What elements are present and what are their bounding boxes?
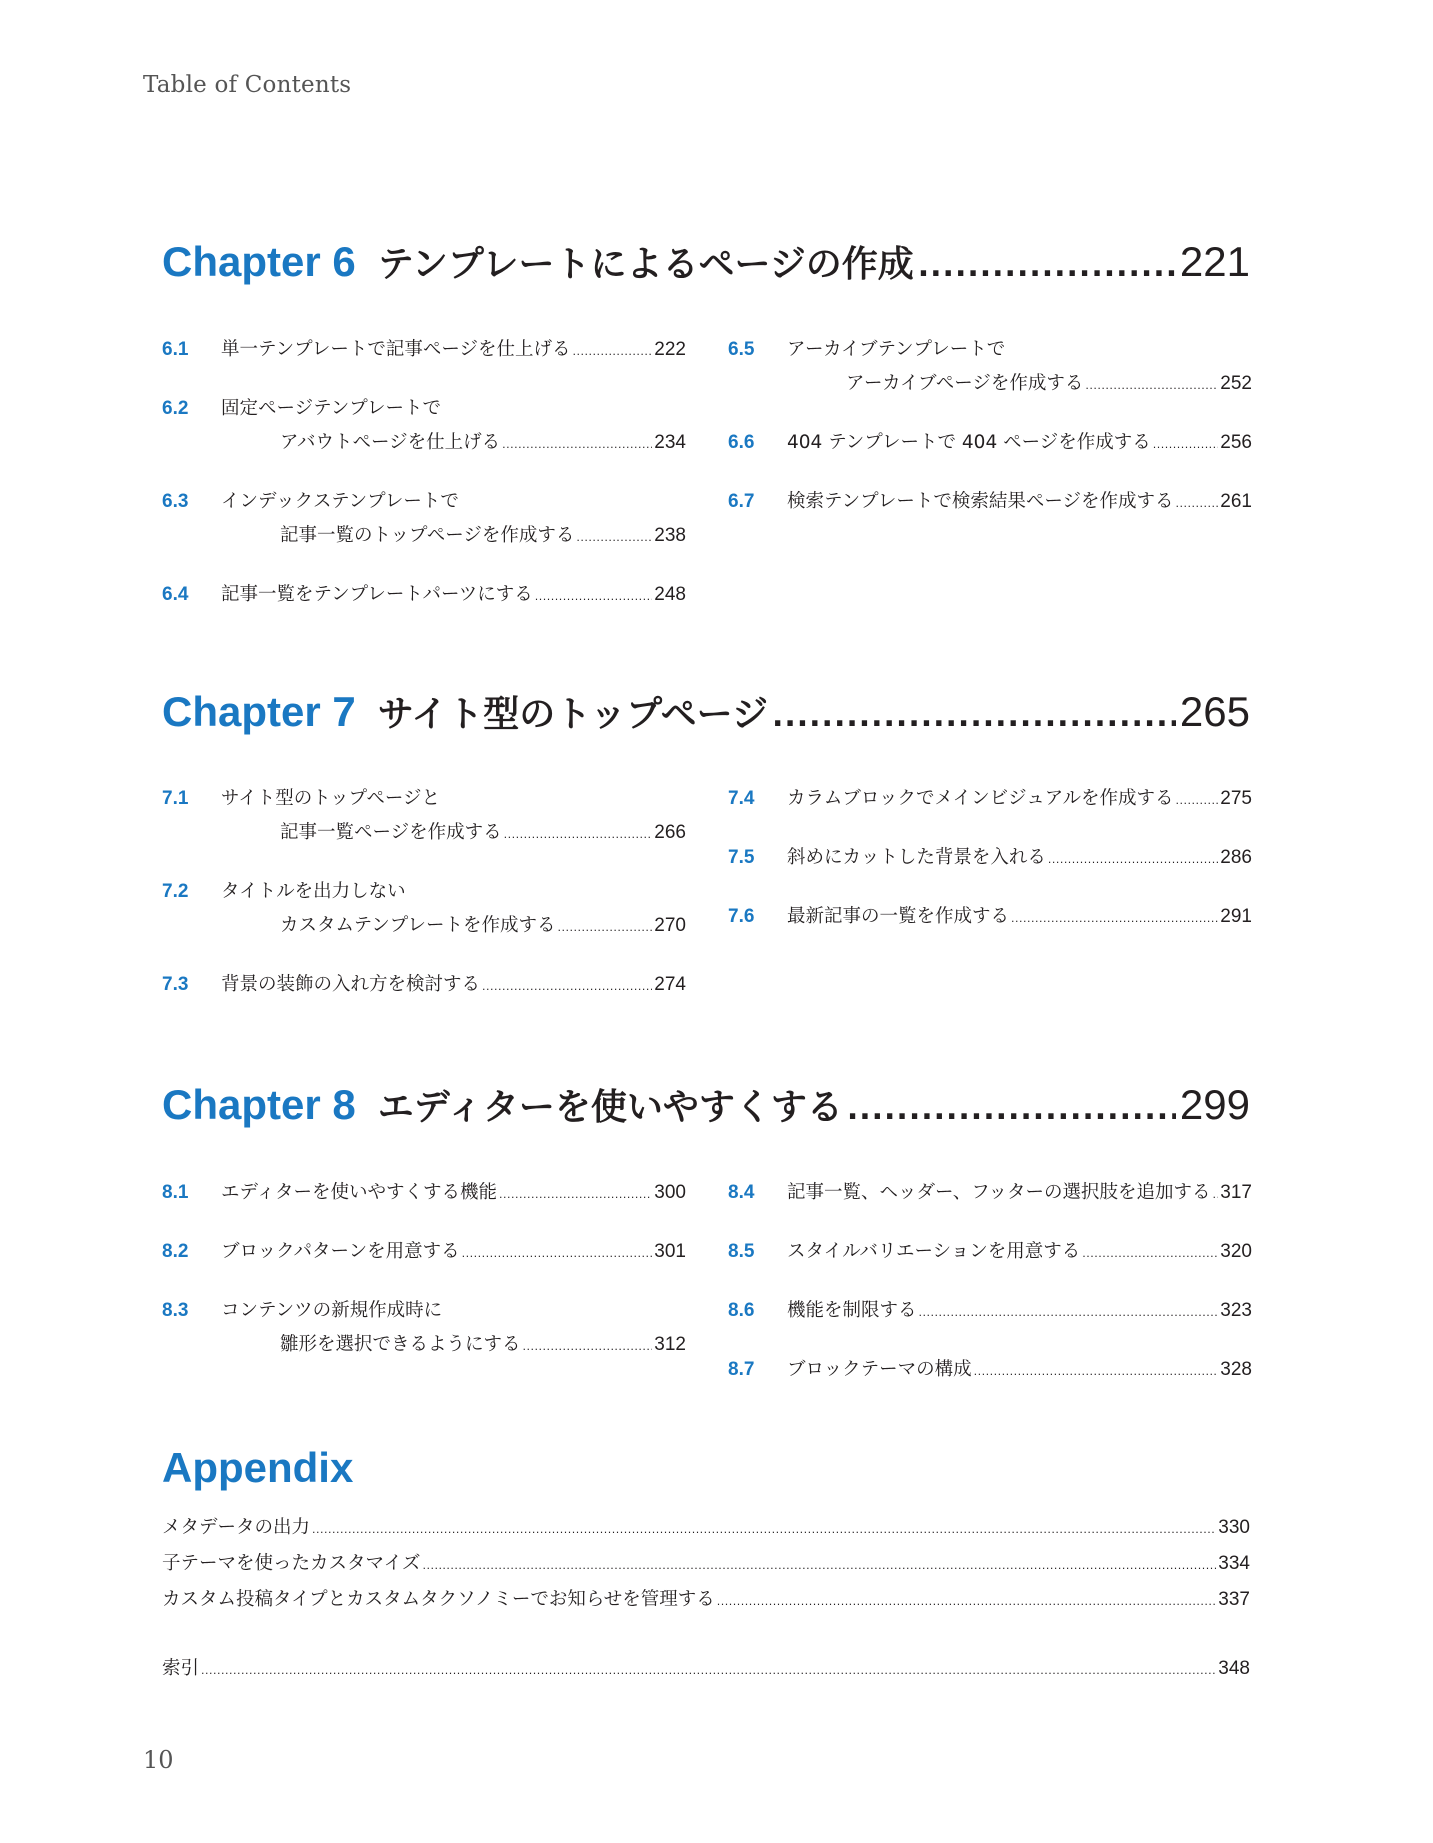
section-entry[interactable] xyxy=(728,426,1252,462)
section-page: 248 xyxy=(654,584,686,605)
chapter-8-right-column xyxy=(728,1176,1252,1412)
section-number: 6.5 xyxy=(728,339,755,360)
section-number: 7.2 xyxy=(162,881,189,902)
leader-dots xyxy=(847,1092,1176,1127)
section-title: カラムブロックでメインビジュアルを作成する xyxy=(787,788,1174,809)
chapter-6-right-column xyxy=(728,333,1252,544)
section-title: 404 テンプレートで 404 ページを作成する xyxy=(787,432,1151,453)
appendix-list xyxy=(162,1511,1250,1688)
leader-dots xyxy=(974,1355,1219,1389)
leader-dots xyxy=(1048,843,1218,877)
section-title: アバウトページを仕上げる xyxy=(280,432,501,453)
section-number: 7.6 xyxy=(728,906,755,927)
section-page: 274 xyxy=(654,974,686,995)
section-entry[interactable] xyxy=(162,782,686,852)
section-page: 300 xyxy=(654,1182,686,1203)
appendix-item-page: 337 xyxy=(1218,1589,1250,1610)
section-entry[interactable] xyxy=(162,875,686,945)
section-page: 286 xyxy=(1220,847,1252,868)
section-page: 261 xyxy=(1220,491,1252,512)
section-entry[interactable] xyxy=(162,1235,686,1271)
leader-dots xyxy=(1212,1178,1218,1212)
section-number: 6.1 xyxy=(162,339,189,360)
section-number: 7.3 xyxy=(162,974,189,995)
chapter-6-heading[interactable] xyxy=(162,236,1250,287)
section-title: タイトルを出力しない xyxy=(221,881,406,902)
chapter-label: Chapter 6 xyxy=(162,238,356,285)
section-title: 記事一覧ページを作成する xyxy=(280,822,502,843)
section-page: 256 xyxy=(1220,432,1252,453)
leader-dots xyxy=(1082,1237,1218,1271)
appendix-item-text: 子テーマを使ったカスタマイズ xyxy=(162,1553,421,1574)
appendix-item-page: 330 xyxy=(1218,1517,1250,1538)
section-entry[interactable] xyxy=(162,578,686,614)
section-number: 7.4 xyxy=(728,788,755,809)
section-title: スタイルバリエーションを用意する xyxy=(787,1241,1081,1262)
section-title: 機能を制限する xyxy=(787,1300,917,1321)
section-entry[interactable] xyxy=(728,1294,1252,1330)
section-entry[interactable] xyxy=(728,841,1252,877)
section-page: 270 xyxy=(654,915,686,936)
section-page: 317 xyxy=(1220,1182,1252,1203)
appendix-item[interactable] xyxy=(162,1547,1250,1583)
chapter-8-left-column xyxy=(162,1176,686,1387)
leader-dots xyxy=(462,1237,653,1271)
leader-dots xyxy=(1153,428,1219,462)
section-page: 312 xyxy=(654,1334,686,1355)
section-page: 275 xyxy=(1220,788,1252,809)
section-page: 252 xyxy=(1220,373,1252,394)
section-number: 8.3 xyxy=(162,1300,189,1321)
chapter-label: Chapter 7 xyxy=(162,688,356,735)
section-title: 最新記事の一覧を作成する xyxy=(787,906,1010,927)
section-title: コンテンツの新規作成時に xyxy=(221,1300,443,1321)
section-page: 320 xyxy=(1220,1241,1252,1262)
section-entry[interactable] xyxy=(162,485,686,555)
index-entry[interactable] xyxy=(162,1652,1250,1688)
leader-dots xyxy=(312,1513,1216,1547)
section-number: 7.5 xyxy=(728,847,755,868)
chapter-title: テンプレートによるページの作成 xyxy=(377,244,914,285)
page-number: 10 xyxy=(143,1746,174,1774)
leader-dots xyxy=(717,1585,1217,1619)
leader-dots xyxy=(482,970,652,1004)
section-number: 8.5 xyxy=(728,1241,755,1262)
section-title: 記事一覧をテンプレートパーツにする xyxy=(221,584,533,605)
leader-dots xyxy=(918,249,1176,284)
section-title: 記事一覧、ヘッダー、フッターの選択肢を追加する xyxy=(787,1182,1211,1203)
section-title: 単一テンプレートで記事ページを仕上げる xyxy=(221,339,571,360)
section-title: 固定ページテンプレートで xyxy=(221,398,441,419)
leader-dots xyxy=(535,580,653,614)
leader-dots xyxy=(1011,902,1218,936)
section-title: 検索テンプレートで検索結果ページを作成する xyxy=(787,491,1174,512)
leader-dots xyxy=(1085,369,1218,403)
chapter-title: エディターを使いやすくする xyxy=(377,1087,843,1128)
section-entry[interactable] xyxy=(728,1235,1252,1271)
section-entry[interactable] xyxy=(162,1176,686,1212)
section-number: 7.1 xyxy=(162,788,189,809)
section-page: 266 xyxy=(654,822,686,843)
chapter-7-heading[interactable] xyxy=(162,686,1250,737)
chapter-page: 221 xyxy=(1179,238,1250,285)
leader-dots xyxy=(919,1296,1219,1330)
index-entry-page: 348 xyxy=(1218,1658,1250,1679)
section-page: 238 xyxy=(654,525,686,546)
leader-dots xyxy=(499,1178,652,1212)
appendix-item-page: 334 xyxy=(1218,1553,1250,1574)
leader-dots xyxy=(523,1330,653,1364)
chapter-8-heading[interactable] xyxy=(162,1079,1250,1130)
leader-dots xyxy=(422,1549,1216,1583)
index-entry-text: 索引 xyxy=(162,1658,200,1679)
section-number: 6.3 xyxy=(162,491,189,512)
section-page: 234 xyxy=(654,432,686,453)
section-page: 291 xyxy=(1220,906,1252,927)
section-title: インデックステンプレートで xyxy=(221,491,459,512)
appendix-item-text: メタデータの出力 xyxy=(162,1517,311,1538)
section-page: 323 xyxy=(1220,1300,1252,1321)
section-number: 8.1 xyxy=(162,1182,189,1203)
leader-dots xyxy=(1175,784,1218,818)
section-number: 6.6 xyxy=(728,432,755,453)
leader-dots xyxy=(772,699,1176,734)
section-title: 雛形を選択できるようにする xyxy=(280,1334,521,1355)
leader-dots xyxy=(1175,487,1218,521)
running-head: Table of Contents xyxy=(143,72,352,98)
appendix-item-text: カスタム投稿タイプとカスタムタクソノミーでお知らせを管理する xyxy=(162,1589,715,1610)
section-page: 301 xyxy=(654,1241,686,1262)
section-number: 6.2 xyxy=(162,398,189,419)
chapter-7-left-column xyxy=(162,782,686,1027)
chapter-title: サイト型のトップページ xyxy=(377,694,768,735)
chapter-page: 265 xyxy=(1179,688,1250,735)
section-number: 8.7 xyxy=(728,1359,755,1380)
section-entry[interactable] xyxy=(728,1176,1252,1212)
section-entry[interactable] xyxy=(162,333,686,369)
section-entry[interactable] xyxy=(162,968,686,1004)
section-entry[interactable] xyxy=(162,1294,686,1364)
section-title: ブロックパターンを用意する xyxy=(221,1241,460,1262)
section-title: 記事一覧のトップページを作成する xyxy=(280,525,575,546)
section-title: エディターを使いやすくする機能 xyxy=(221,1182,498,1203)
section-title: カスタムテンプレートを作成する xyxy=(280,915,556,936)
appendix-item[interactable] xyxy=(162,1511,1250,1547)
section-title: 背景の装飾の入れ方を検討する xyxy=(221,974,481,995)
leader-dots xyxy=(201,1654,1216,1688)
section-entry[interactable] xyxy=(728,485,1252,521)
section-entry[interactable] xyxy=(728,333,1252,403)
section-number: 8.6 xyxy=(728,1300,755,1321)
section-number: 6.7 xyxy=(728,491,755,512)
leader-dots xyxy=(504,818,653,852)
leader-dots xyxy=(502,428,652,462)
section-entry[interactable] xyxy=(162,392,686,462)
chapter-7-right-column xyxy=(728,782,1252,959)
section-title: ブロックテーマの構成 xyxy=(787,1359,972,1380)
section-title: サイト型のトップページと xyxy=(221,788,441,809)
section-number: 8.2 xyxy=(162,1241,189,1262)
section-title: アーカイブページを作成する xyxy=(846,373,1084,394)
section-number: 8.4 xyxy=(728,1182,755,1203)
chapter-6-left-column xyxy=(162,333,686,637)
section-entry[interactable] xyxy=(728,782,1252,818)
section-entry[interactable] xyxy=(728,1353,1252,1389)
section-title: アーカイブテンプレートで xyxy=(787,339,1006,360)
leader-dots xyxy=(576,521,652,555)
chapter-label: Chapter 8 xyxy=(162,1081,356,1128)
chapter-page: 299 xyxy=(1179,1081,1250,1128)
section-title: 斜めにカットした背景を入れる xyxy=(787,847,1046,868)
section-page: 328 xyxy=(1220,1359,1252,1380)
section-number: 6.4 xyxy=(162,584,189,605)
section-entry[interactable] xyxy=(728,900,1252,936)
appendix-item[interactable] xyxy=(162,1583,1250,1619)
leader-dots xyxy=(557,911,652,945)
leader-dots xyxy=(572,335,652,369)
appendix-title: Appendix xyxy=(162,1444,354,1491)
section-page: 222 xyxy=(654,339,686,360)
